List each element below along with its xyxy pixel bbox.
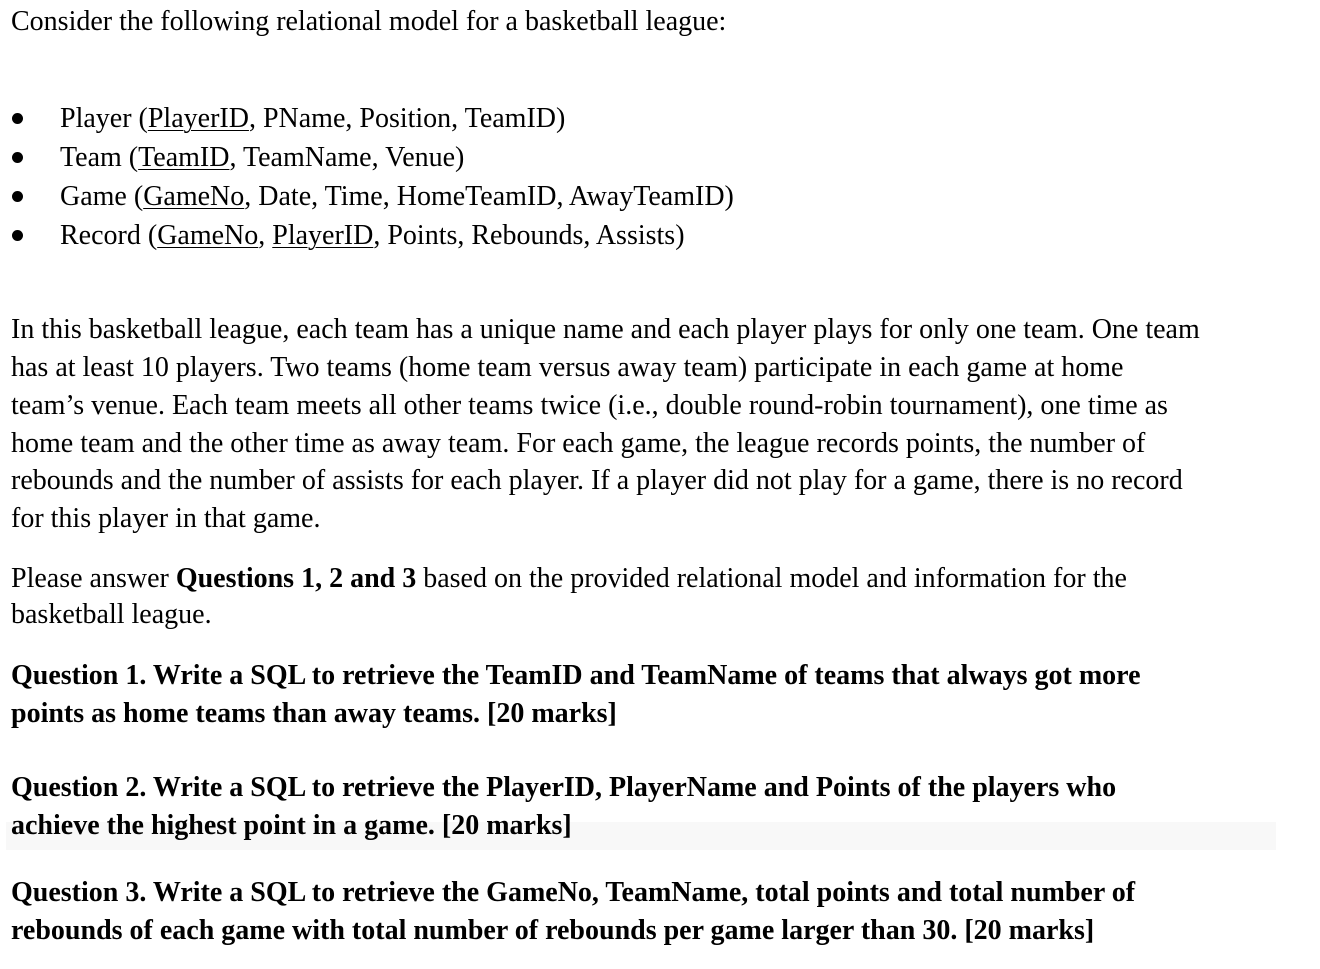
primary-key: PlayerID: [147, 103, 249, 134]
primary-key: GameNo: [157, 220, 259, 251]
relation-name: Team: [60, 142, 122, 173]
relation-attributes: , TeamName, Venue): [229, 142, 465, 173]
relation-attributes: , Date, Time, HomeTeamID, AwayTeamID): [244, 181, 734, 212]
relation-name: Player: [60, 103, 132, 134]
question-text: Question 2. Write a SQL to retrieve the PlayerID, PlayerName and Points of the players who: [11, 772, 1117, 803]
relation-name: Record: [60, 220, 141, 251]
description-line: for this player in that game.: [11, 503, 321, 534]
question-text: Question 3. Write a SQL to retrieve the GameNo, TeamName, total points and total number of: [11, 877, 1136, 908]
description-line: team’s venue. Each team meets all other teams twice (i.e., double round-robin tournament), one time as: [11, 390, 1168, 421]
instruction-emphasis: Questions 1, 2 and 3: [175, 563, 417, 594]
relation-name: Game: [60, 181, 127, 212]
question-text: points as home teams than away teams. [20 marks]: [11, 698, 617, 729]
bullet-icon: [12, 113, 23, 124]
instruction-line: basketball league.: [11, 599, 212, 630]
description-line: In this basketball league, each team has a unique name and each player plays for only one team. One team: [11, 314, 1200, 345]
question-text: rebounds of each game with total number of rebounds per game larger than 30. [20 marks]: [11, 915, 1095, 946]
primary-key: GameNo: [143, 181, 245, 212]
description-line: home team and the other time as away team. For each game, the league records points, the number of: [11, 428, 1146, 459]
primary-key: TeamID: [138, 142, 230, 173]
description-line: rebounds and the number of assists for each player. If a player did not play for a game, there is no record: [11, 465, 1183, 496]
question-text: achieve the highest point in a game. [20 marks]: [11, 810, 572, 841]
bullet-icon: [12, 230, 23, 241]
bullet-icon: [12, 152, 23, 163]
intro-text: Consider the following relational model for a basketball league:: [11, 6, 727, 37]
primary-key: PlayerID: [272, 220, 374, 251]
instruction-line: Please answer Questions 1, 2 and 3 based on the provided relational model and information for the: [11, 563, 1127, 594]
question-text: Question 1. Write a SQL to retrieve the TeamID and TeamName of teams that always got more: [11, 660, 1141, 691]
relation-attributes: , Points, Rebounds, Assists): [373, 220, 685, 251]
relation-attributes: , PName, Position, TeamID): [248, 103, 566, 134]
description-line: has at least 10 players. Two teams (home team versus away team) participate in each game at home: [11, 352, 1124, 383]
bullet-icon: [12, 191, 23, 202]
